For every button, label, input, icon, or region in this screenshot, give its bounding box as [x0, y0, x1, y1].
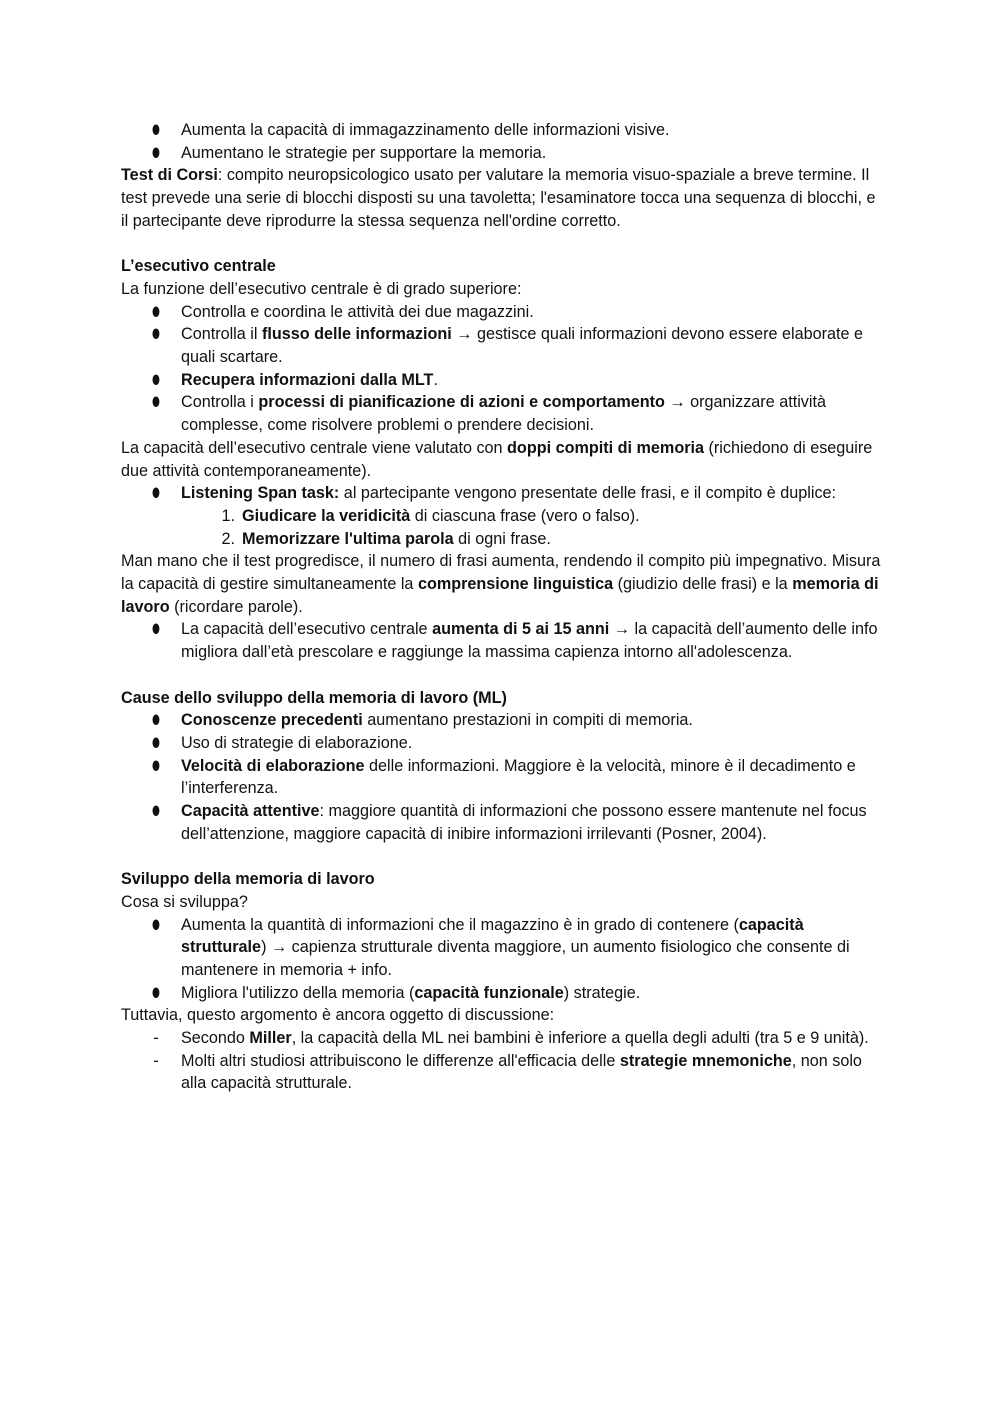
section-heading-esecutivo: L’esecutivo centrale	[121, 257, 276, 276]
list-item: - Molti altri studiosi attribuiscono le differenze all'efficacia delle strategie mnemoniche, non solo alla capacità strutturale.	[121, 1050, 881, 1095]
list-item: ⬮ Uso di strategie di elaborazione.	[121, 732, 881, 755]
bullet-icon: ⬮	[151, 621, 161, 637]
list-number: 2.	[221, 529, 235, 548]
list-item: ⬮ Listening Span task: al partecipante vengono presentate delle frasi, e il compito è duplice:	[121, 482, 881, 505]
bullet-icon: ⬮	[151, 394, 161, 410]
list-number: 1.	[221, 506, 235, 525]
bullet-icon: ⬮	[151, 303, 161, 319]
list-item: ⬮ Velocità di elaborazione delle informazioni. Maggiore è la velocità, minore è il decadimento e l’interferenza.	[121, 755, 881, 800]
dash-icon: -	[153, 1029, 159, 1048]
paragraph: La funzione dell’esecutivo centrale è di grado superiore:	[121, 279, 522, 298]
esecutivo-bullet-list	[121, 301, 881, 437]
intro-bullet-list	[121, 119, 881, 164]
dash-list	[121, 1027, 881, 1095]
list-item: ⬮ Capacità attentive: maggiore quantità di informazioni che possono essere mantenute nel focus dell’attenzione, maggiore capacità di inibire informazioni irrilevanti (Posner, 2004).	[121, 800, 881, 845]
bullet-icon: ⬮	[151, 485, 161, 501]
paragraph: Man mano che il test progredisce, il numero di frasi aumenta, rendendo il compito più impegnativo. Misura la capacità di gestire simultaneamente la comprensione linguistica (giudizio delle frasi) e la memoria di lavoro (ricordare parole).	[121, 552, 881, 616]
list-item: ⬮ Migliora l'utilizzo della memoria (capacità funzionale) strategie.	[121, 982, 881, 1005]
bullet-icon: ⬮	[151, 916, 161, 932]
section-heading-sviluppo: Sviluppo della memoria di lavoro	[121, 870, 375, 889]
list-item: ⬮ Controlla e coordina le attività dei due magazzini.	[121, 301, 881, 324]
bullet-icon: ⬮	[151, 144, 161, 160]
numbered-list	[121, 505, 881, 550]
bullet-icon: ⬮	[151, 122, 161, 137]
list-item: - Secondo Miller, la capacità della ML nei bambini è inferiore a quella degli adulti (tra 5 e 9 unità).	[121, 1027, 881, 1050]
section-heading-cause: Cause dello sviluppo della memoria di lavoro (ML)	[121, 688, 507, 707]
document-page	[121, 119, 881, 1095]
bullet-icon: ⬮	[151, 326, 161, 342]
list-item: ⬮ Aumenta la quantità di informazioni che il magazzino è in grado di contenere (capacità strutturale) → capienza strutturale diventa maggiore, un aumento fisiologico che consente di mantenere in memoria + info.	[121, 914, 881, 982]
list-item: ⬮ Controlla i processi di pianificazione di azioni e comportamento → organizzare attività complesse, come risolvere problemi o prendere decisioni.	[121, 391, 881, 436]
sviluppo-bullet-list	[121, 914, 881, 1005]
corsi-paragraph: Test di Corsi: compito neuropsicologico usato per valutare la memoria visuo-spaziale a breve termine. Il test prevede una serie di blocchi disposti su una tavoletta; l'esaminatore tocca una sequenza di blocchi, e il partecipante deve riprodurre la stessa sequenza nell'ordine corretto.	[121, 166, 876, 230]
bullet-icon: ⬮	[151, 803, 161, 819]
bullet-icon: ⬮	[151, 712, 161, 728]
listening-span-list	[121, 482, 881, 505]
list-item: ⬮ Conoscenze precedenti aumentano prestazioni in compiti di memoria.	[121, 709, 881, 732]
paragraph: Cosa si sviluppa?	[121, 892, 248, 911]
list-item: ⬮ Aumenta la capacità di immagazzinamento delle informazioni visive.	[121, 119, 881, 142]
list-item: ⬮ Recupera informazioni dalla MLT.	[121, 369, 881, 392]
cause-bullet-list	[121, 709, 881, 845]
list-item: ⬮ La capacità dell’esecutivo centrale aumenta di 5 ai 15 anni → la capacità dell’aumento delle info migliora dall’età prescolare e raggiunge la massima capienza intorno all'adolescenza.	[121, 618, 881, 663]
dash-icon: -	[153, 1051, 159, 1070]
bullet-icon: ⬮	[151, 371, 161, 387]
paragraph: Tuttavia, questo argomento è ancora oggetto di discussione:	[121, 1006, 555, 1025]
list-item: ⬮ Controlla il flusso delle informazioni → gestisce quali informazioni devono essere elaborate e quali scartare.	[121, 323, 881, 368]
bullet-icon: ⬮	[151, 757, 161, 773]
paragraph: La capacità dell’esecutivo centrale viene valutato con doppi compiti di memoria (richiedono di eseguire due attività contemporaneamente).	[121, 438, 873, 480]
bullet-icon: ⬮	[151, 734, 161, 750]
list-item: 2. Memorizzare l'ultima parola di ogni frase.	[121, 528, 881, 551]
bullet-icon: ⬮	[151, 984, 161, 1000]
list-item: 1. Giudicare la veridicità di ciascuna frase (vero o falso).	[121, 505, 881, 528]
list-item: ⬮ Aumentano le strategie per supportare la memoria.	[121, 142, 881, 165]
capacita-bullet-list	[121, 618, 881, 663]
